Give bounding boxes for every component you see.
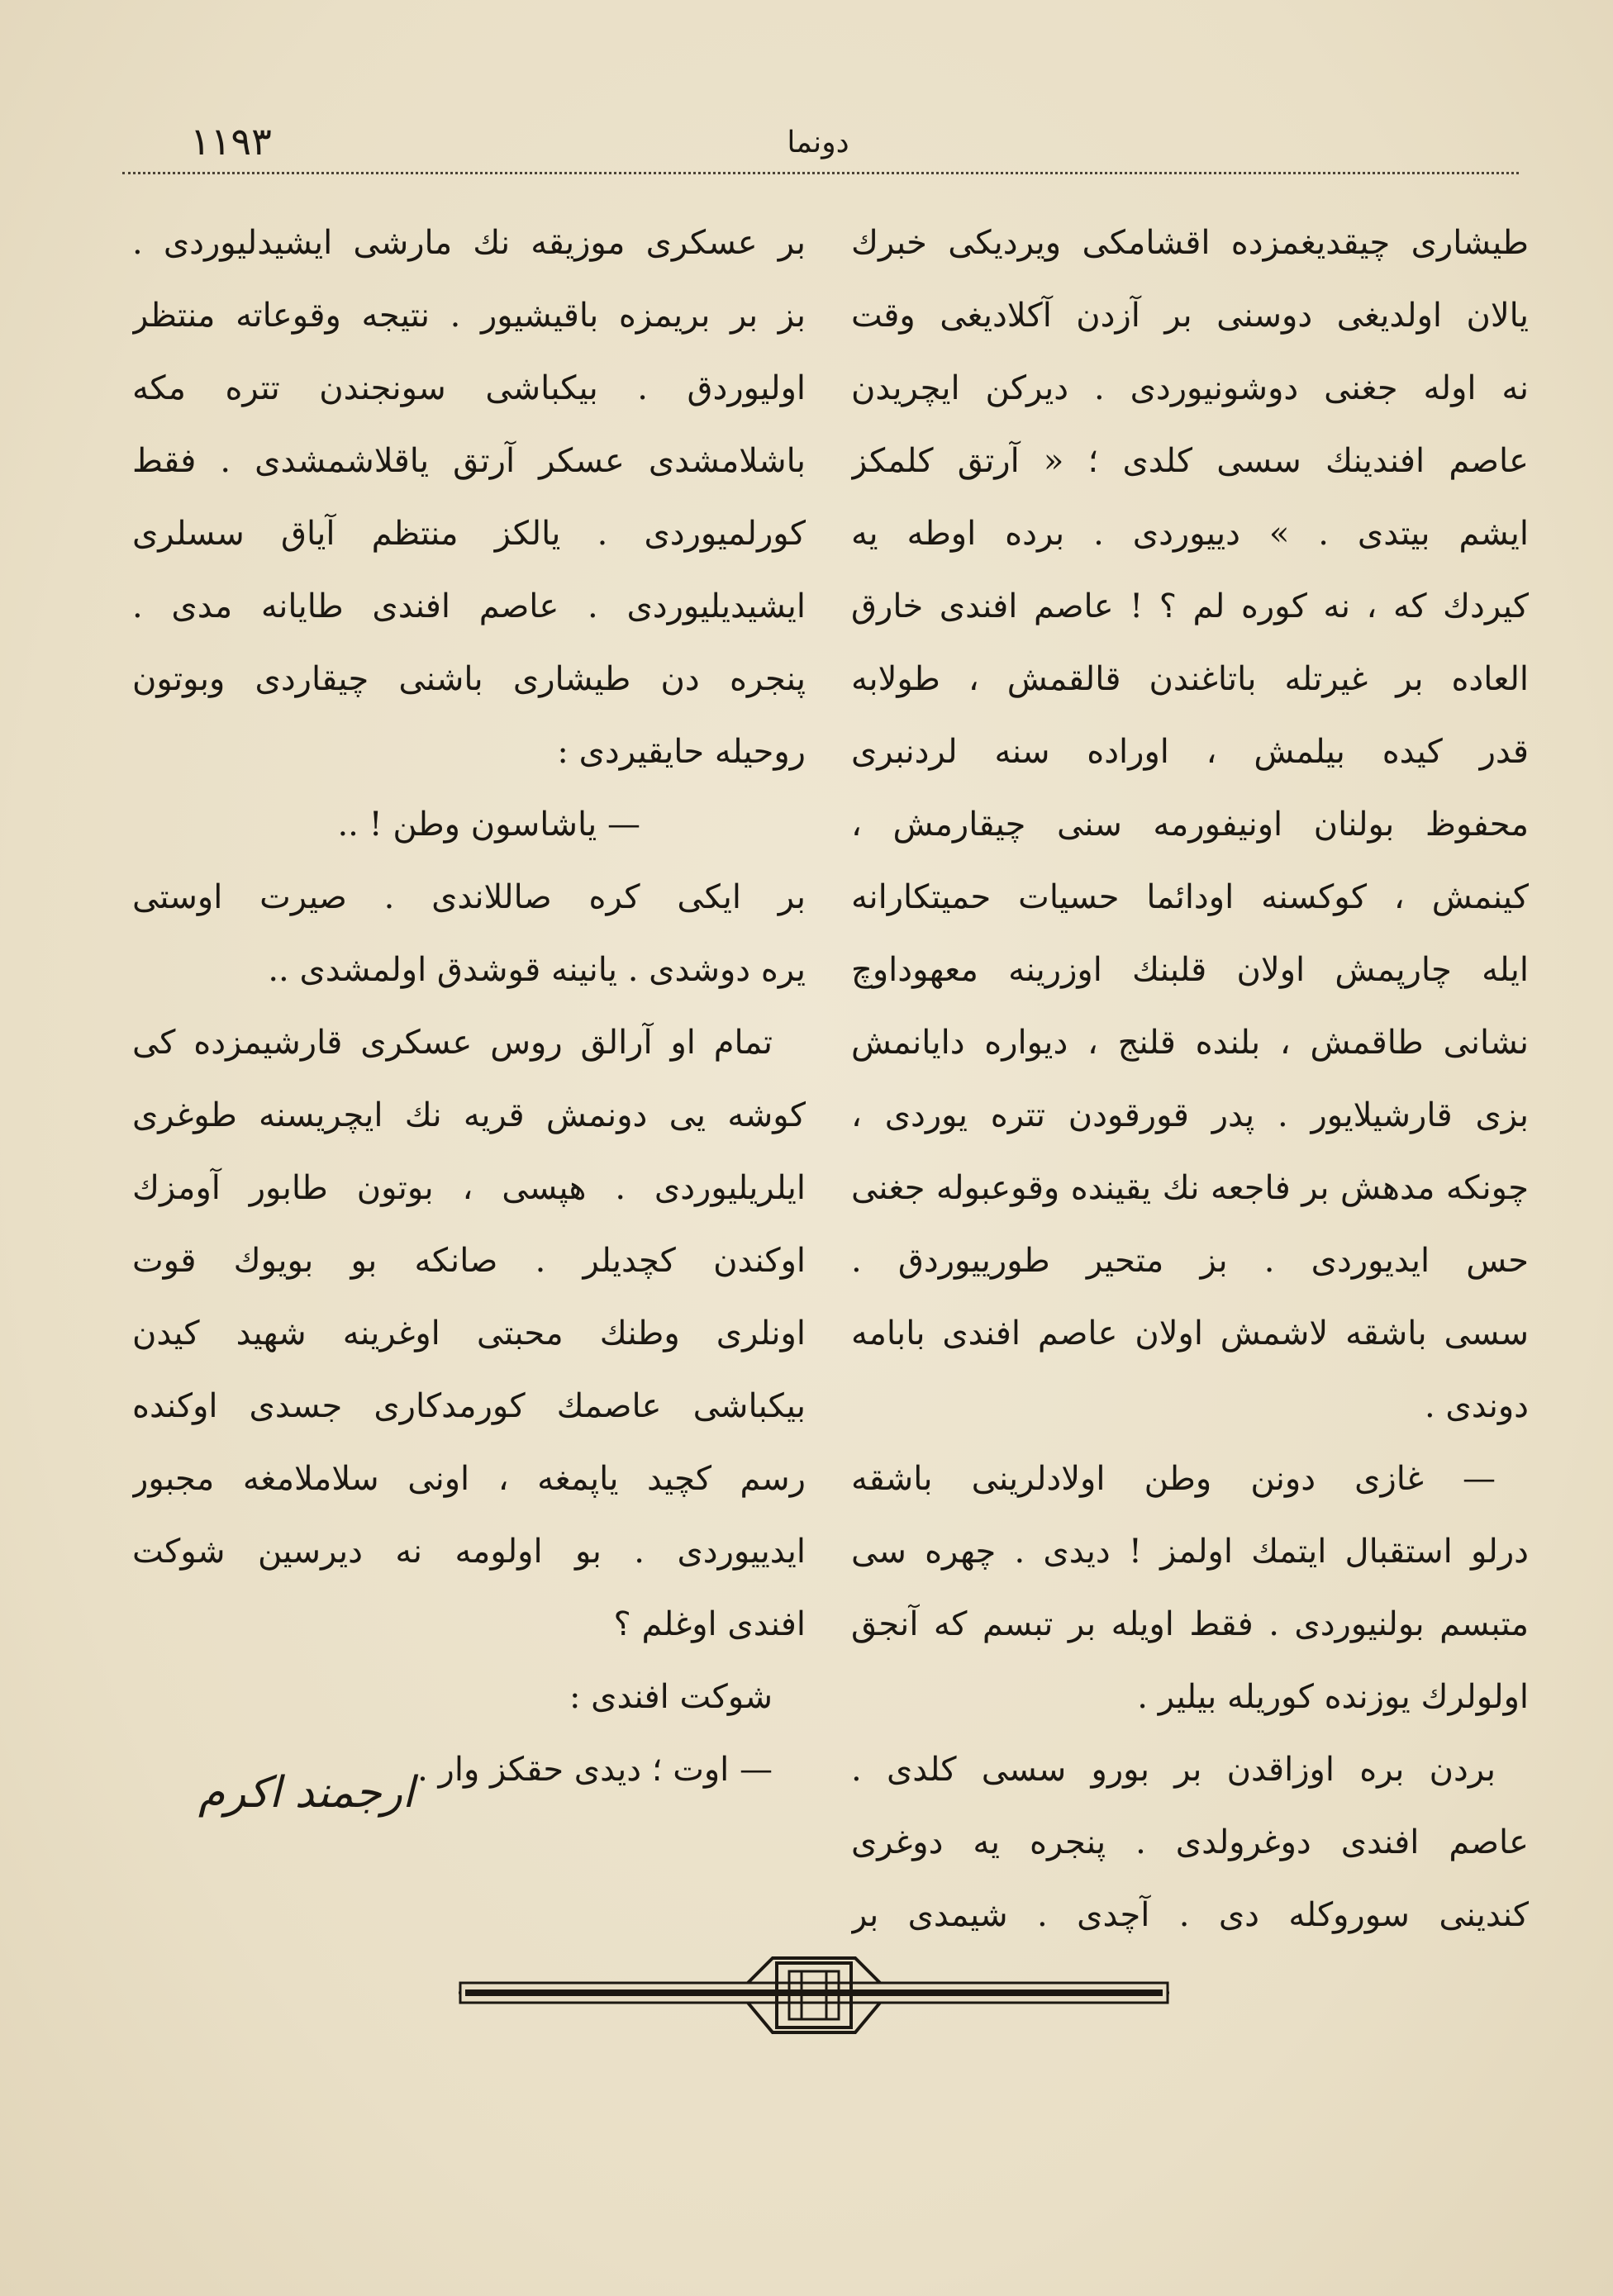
text-line: سسی باشقه لاشمش اولان عاصم افندی بابامه [851, 1314, 1529, 1352]
text-line: پنجره دن طیشاری باشنی چیقاردی وبوتون [132, 660, 806, 698]
text-line: متبسم بولنیوردی . فقط اویله بر تبسم که آنجق [851, 1605, 1529, 1643]
running-title: دونما [787, 126, 849, 159]
text-line: افندی اوغلم ؟ [613, 1605, 806, 1643]
text-line: دوندی . [1425, 1387, 1529, 1425]
text-line: تمام او آرالق روس عسکری قارشیمزده کی [132, 1024, 773, 1062]
text-line: ایدییوردی . بو اولومه نه دیرسین شوکت [132, 1533, 806, 1571]
text-line: ایلریلیوردی . هپسی ، بوتون طابور آومزك [132, 1169, 806, 1207]
text-line: رسم کچید یاپمغه ، اونی سلاملامغه مجبور [132, 1460, 806, 1498]
header-dotted-rule [122, 172, 1519, 174]
left-text-column [132, 207, 806, 1806]
text-line: عاصم افندی دوغرولدی . پنجره یه دوغری [851, 1823, 1529, 1861]
text-line: کندینی سوروکله دی . آچدی . شیمدی بر [851, 1896, 1529, 1934]
text-line: اوکندن کچدیلر . صانکه بو بویوك قوت [132, 1242, 806, 1280]
author-signature: ارجمند اکرم [198, 1768, 415, 1818]
text-line: بردن بره اوزاقدن بر بورو سسی کلدی . [851, 1751, 1496, 1789]
text-line: بر عسکری موزیقه نك مارشی ایشیدلیوردی . [132, 224, 806, 262]
text-line: ایله چارپمش اولان قلبنك اوزرینه معهوداوچ [851, 951, 1529, 989]
text-line: بزی قارشیلایور . پدر قورقودن تتره یوردی ، [851, 1096, 1529, 1134]
text-line: — اوت ؛ دیدی حقکز وار . [417, 1751, 773, 1789]
decorative-ornament [459, 1950, 1169, 2041]
text-line: یره دوشدی . یانینه قوشدق اولمشدی .. [268, 951, 806, 989]
text-line: چونکه مدهش بر فاجعه نك یقینده وقوعبوله جغنی [851, 1169, 1529, 1207]
text-line: ایشیدیلیوردی . عاصم افندی طایانه مدی . [132, 587, 806, 625]
text-line: شوکت افندی : [569, 1678, 773, 1716]
text-line: کینمش ، کوکسنه اودائما حسیات حمیتکارانه [851, 878, 1529, 916]
text-line: بر ایکی کره صاللاندی . صیرت اوستی [132, 878, 806, 916]
text-line: روحیله حایقیردی : [557, 733, 806, 771]
text-line: قدر کیده بیلمش ، اوراده سنه لردنبری [851, 733, 1529, 771]
text-line: بیکباشی عاصمك کورمدکاری جسدی اوکنده [132, 1387, 806, 1425]
text-line: کورلمیوردی . یالکز منتظم آیاق سسلری [132, 515, 806, 553]
text-line: کیردك که ، نه کوره لم ؟ ! عاصم افندی خارق [851, 587, 1529, 625]
text-line: اولیوردق . بیکباشی سونجندن تتره مکه [132, 369, 806, 407]
text-line: باشلامشدی عسکر آرتق یاقلاشمشدی . فقط [132, 442, 806, 480]
text-line: — غازی دونن وطن اولادلرینی باشقه [851, 1460, 1496, 1498]
text-line: محفوظ بولنان اونیفورمه سنی چیقارمش ، [851, 806, 1529, 844]
text-line: یالان اولدیغی دوسنی بر آزدن آکلادیغی وقت [851, 297, 1529, 335]
text-line: — یاشاسون وطن ! .. [337, 806, 640, 844]
text-line: نشانی طاقمش ، بلنده قلنج ، دیواره دایانمش [851, 1024, 1529, 1062]
page-number: ١١٩٣ [190, 119, 272, 164]
right-text-column [851, 207, 1529, 1951]
text-line: بز بر بریمزه باقیشیور . نتیجه وقوعاته منتظر [132, 297, 806, 335]
text-line: اولولرك یوزنده کوریله بیلیر . [1137, 1678, 1529, 1716]
text-line: اونلری وطنك محبتی اوغرینه شهید کیدن [132, 1314, 806, 1352]
text-line: حس ایدیوردی . بز متحیر طورییوردق . [851, 1242, 1529, 1280]
text-line: درلو استقبال ایتمك اولمز ! دیدی . چهره سی [851, 1533, 1529, 1571]
text-line: ایشم بیتدی . » دییوردی . برده اوطه یه [851, 515, 1529, 553]
text-line: عاصم افندینك سسی کلدی ؛ « آرتق کلمکز [851, 442, 1529, 480]
text-line: نه اوله جغنی دوشونیوردی . دیرکن ایچریدن [851, 369, 1529, 407]
text-line: کوشه یی دونمش قریه نك ایچریسنه طوغری [132, 1096, 806, 1134]
text-line: طیشاری چیقدیغمزده اقشامکی ویردیکی خبرك [851, 224, 1529, 262]
text-line: العاده بر غیرتله باتاغندن قالقمش ، طولابه [851, 660, 1529, 698]
